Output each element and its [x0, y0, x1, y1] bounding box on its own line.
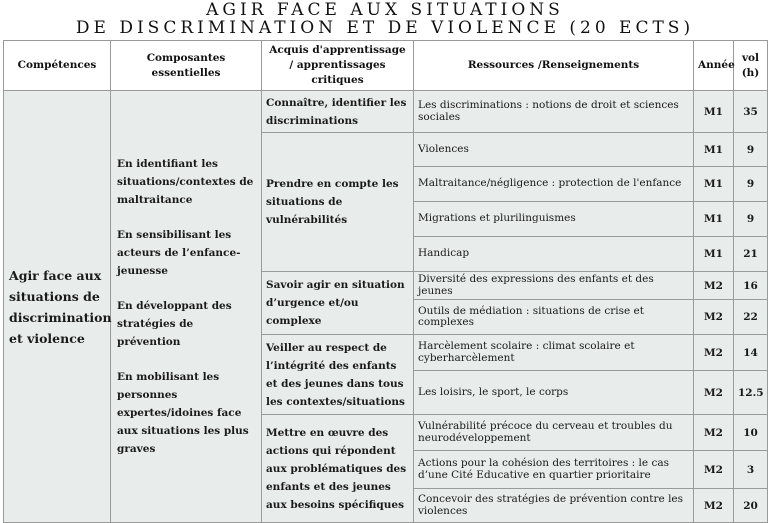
header-competences: Compétences [4, 41, 111, 91]
vol-cell: 21 [734, 237, 768, 272]
vol-cell: 9 [734, 167, 768, 202]
vol-cell: 14 [734, 335, 768, 371]
composante-item: En mobilisant les personnes expertes/idoines face aux situations les plus graves [117, 371, 249, 455]
annee-cell: M1 [694, 133, 734, 167]
ressource-cell: Violences [414, 133, 694, 167]
annee-cell: M2 [694, 272, 734, 300]
vol-cell: 10 [734, 415, 768, 451]
acquis-cell: Connaître, identifier les discriminations [262, 91, 414, 133]
curriculum-table [3, 40, 768, 523]
acquis-cell: Mettre en œuvre des actions qui répondent aux problématiques des enfants et des jeunes aux besoins spécifiques [262, 415, 414, 523]
title-line-2: DE DISCRIMINATION ET DE VIOLENCE (20 ECTS) [75, 18, 695, 38]
acquis-cell: Veiller au respect de l’intégrité des enfants et des jeunes dans tous les contextes/situations [262, 335, 414, 415]
ressource-cell: Concevoir des stratégies de prévention contre les violences [414, 489, 694, 523]
annee-cell: M2 [694, 300, 734, 335]
vol-cell: 9 [734, 133, 768, 167]
ressource-cell: Actions pour la cohésion des territoires : le cas d’une Cité Educative en quartier prioritaire [414, 451, 694, 489]
annee-cell: M1 [694, 202, 734, 237]
competence-cell: Agir face aux situations de discrimination et violence [4, 91, 111, 523]
annee-cell: M1 [694, 237, 734, 272]
annee-cell: M2 [694, 451, 734, 489]
ressource-cell: Les loisirs, le sport, le corps [414, 371, 694, 415]
ressource-cell: Migrations et plurilinguismes [414, 202, 694, 237]
vol-cell: 20 [734, 489, 768, 523]
title-line-1: AGIR FACE AUX SITUATIONS [206, 0, 564, 20]
page-title [0, 2, 770, 37]
annee-cell: M2 [694, 489, 734, 523]
vol-cell: 12.5 [734, 371, 768, 415]
vol-cell: 35 [734, 91, 768, 133]
header-composantes: Composantes essentielles [111, 41, 262, 91]
acquis-cell: Prendre en compte les situations de vulnérabilités [262, 133, 414, 272]
ressource-cell: Outils de médiation : situations de crise et complexes [414, 300, 694, 335]
annee-cell: M1 [694, 91, 734, 133]
annee-cell: M2 [694, 415, 734, 451]
ressource-cell: Harcèlement scolaire : climat scolaire et cyberharcèlement [414, 335, 694, 371]
header-annee: Année [694, 41, 734, 91]
acquis-cell: Savoir agir en situation d’urgence et/ou complexe [262, 272, 414, 335]
composantes-cell [111, 91, 262, 523]
annee-cell: M1 [694, 167, 734, 202]
ressource-cell: Handicap [414, 237, 694, 272]
ressource-cell: Les discriminations : notions de droit et sciences sociales [414, 91, 694, 133]
table-row [4, 91, 768, 133]
ressource-cell: Maltraitance/négligence : protection de l'enfance [414, 167, 694, 202]
vol-cell: 3 [734, 451, 768, 489]
composante-item: En sensibilisant les acteurs de l’enfance-jeunesse [117, 229, 241, 277]
ressource-cell: Vulnérabilité précoce du cerveau et troubles du neurodéveloppement [414, 415, 694, 451]
ressource-cell: Diversité des expressions des enfants et des jeunes [414, 272, 694, 300]
header-ressources: Ressources /Renseignements [414, 41, 694, 91]
vol-cell: 22 [734, 300, 768, 335]
vol-cell: 16 [734, 272, 768, 300]
vol-cell: 9 [734, 202, 768, 237]
composante-item: En développant des stratégies de prévention [117, 300, 232, 348]
header-acquis: Acquis d'apprentissage / apprentissages critiques [262, 41, 414, 91]
header-vol: vol (h) [734, 41, 768, 91]
header-row [4, 41, 768, 91]
composante-item: En identifiant les situations/contextes de maltraitance [117, 158, 254, 206]
annee-cell: M2 [694, 335, 734, 371]
annee-cell: M2 [694, 371, 734, 415]
